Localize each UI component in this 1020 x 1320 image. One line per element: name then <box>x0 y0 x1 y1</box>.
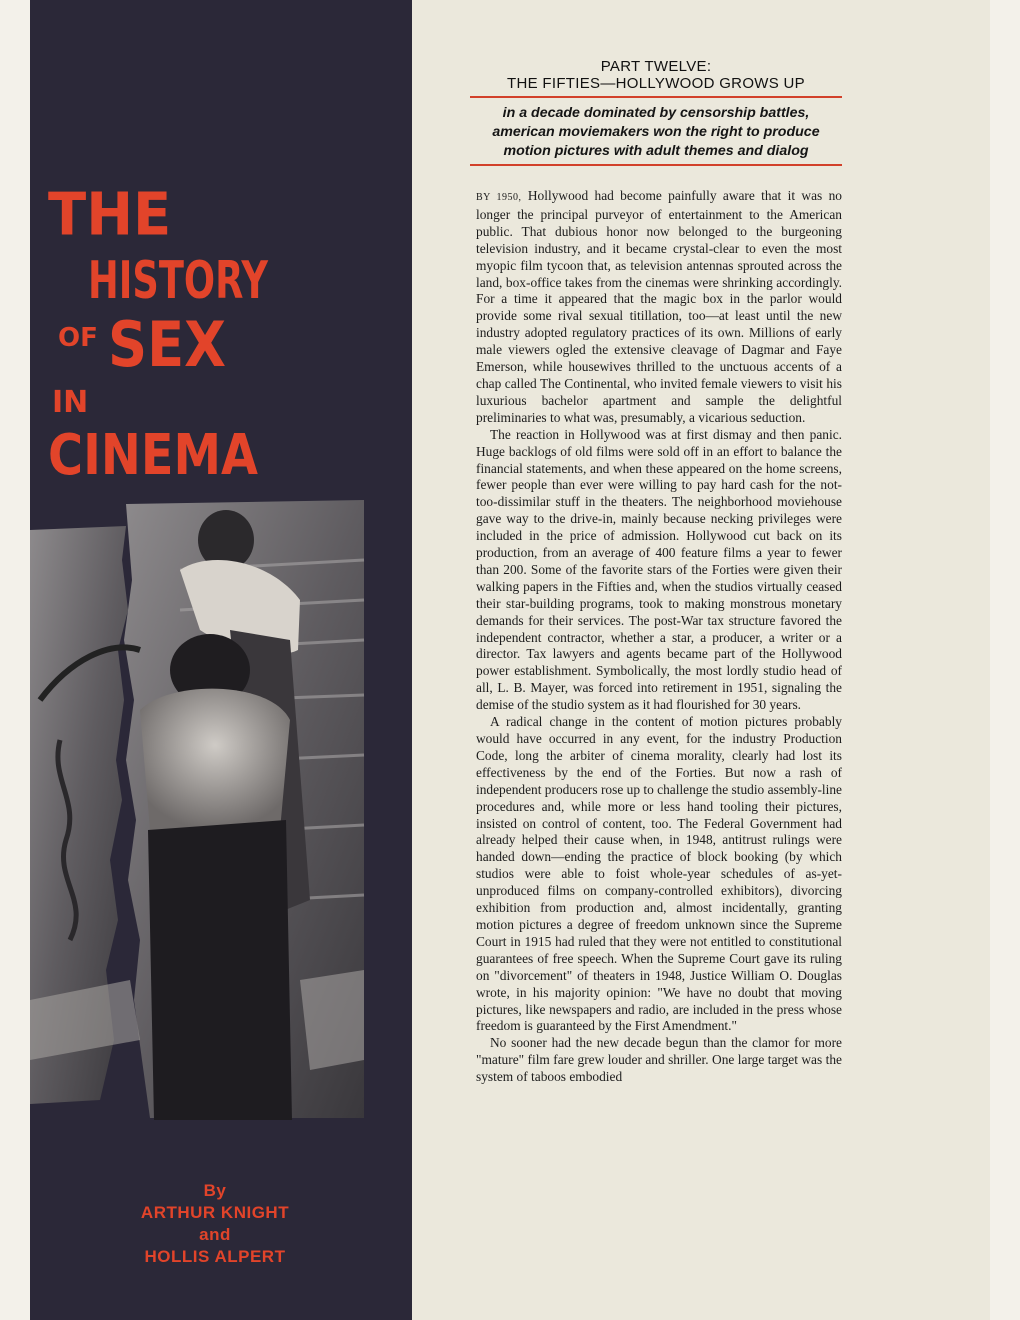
part-title: THE FIFTIES—HOLLYWOOD GROWS UP <box>507 75 805 92</box>
part-heading <box>470 58 842 92</box>
film-still-photo <box>30 500 364 1120</box>
subhead-line-3: motion pictures with adult themes and dialog <box>503 143 809 159</box>
article-paragraph: A radical change in the content of motion pictures probably would have occurred in any event, for the industry Production Code, long the arbiter of cinema morality, clearly had lost its effectiveness by the end of the Forties. But now a rash of independent producers rose up to challenge the studio assembly-line procedures and, while more or less hand tooling their pictures, insisted on control of content, too. The Federal Government had already helped their cause when, in 1948, antitrust rulings were handed down—ending the practice of block booking (by which studios were able to foist whole-year schedules of as-yet-unproduced films on company-controlled exhibitors), divorcing exhibition from production and, almost incidentally, granting motion pictures a degree of freedom unknown since the Supreme Court in 1915 had ruled that they were not entitled to constitutional guarantees of free speech. When the Supreme Court gave its ruling on "divorcement" of theaters in 1948, Justice William O. Douglas wrote, in his majority opinion: "We have no doubt that moving pictures, like newspapers and radio, are included in the press whose freedom is guaranteed by the First Amendment." <box>476 714 842 1034</box>
right-page-margin <box>990 0 1020 1320</box>
lead-in: BY 1950, <box>476 192 522 203</box>
subhead <box>470 104 842 161</box>
logo-line-sex: SEX <box>108 308 226 381</box>
header-rule-bottom <box>470 164 842 166</box>
byline-by: By <box>203 1181 227 1200</box>
part-number: PART TWELVE: <box>600 58 712 75</box>
subhead-line-1: in a decade dominated by censorship battles, <box>502 105 810 121</box>
byline <box>100 1180 330 1268</box>
logo-line-the: THE <box>48 180 172 249</box>
paragraph-1-text: Hollywood had become painfully aware that it was no longer the principal purveyor of entertainment to the American public. That dubious honor now belonged to the burgeoning television industry, and it became crystal-clear to even the most myopic film tycoon that, as television antennas sprouted across the land, box-office takes from the cinemas were shrinking accordingly. For a time it appeared that the magic box in the parlor would provide some rival sexual titillation, too—at least until the new industry adopted regulatory practices of its own. Millions of early male viewers ogled the extensive cleavage of Dagmar and Faye Emerson, while housewives thrilled to the unctuous accents of a chap called The Continental, who invited female viewers to visit his luxurious bachelor apartment and sample the delightful preliminaries to what was, presumably, a vicarious seduction. <box>476 188 842 425</box>
logo-line-cinema: CINEMA <box>48 423 259 488</box>
logo-line-of: OF <box>58 323 98 353</box>
article-paragraph <box>476 188 842 427</box>
logo-line-in: IN <box>52 385 89 420</box>
article-paragraph: The reaction in Hollywood was at first dismay and then panic. Huge backlogs of old films were sold off in an effort to balance the financial statements, and when these appeared on the home screens, fewer people than ever were willing to pay hard cash for the not-too-dissimilar stuff in the theaters. The neighborhood moviehouse gave way to the drive-in, mainly because necking privileges were included in the price of admission. Hollywood cut back on its production, from an average of 400 feature films a year to fewer than 200. Some of the favorite stars of the Forties were given their walking papers in the Fifties and, when the studios virtually ceased their star-building programs, took to making monstrous monetary demands for their services. The post-War tax structure favored the independent contractor, whether a star, a producer, a writer or a director. Tax lawyers and agents became part of the Hollywood power establishment. Symbolically, the most lordly studio head of all, L. B. Mayer, was forced into retirement in 1951, signaling the demise of the studio system as it had flourished for 30 years. <box>476 426 842 713</box>
series-title-logo <box>46 180 276 488</box>
article-paragraph: No sooner had the new decade begun than the clamor for more "mature" film fare grew louder and shriller. One large target was the system of taboos embodied <box>476 1035 842 1085</box>
byline-and: and <box>199 1225 231 1244</box>
subhead-line-2: american moviemakers won the right to produce <box>492 124 820 140</box>
byline-author-1: ARTHUR KNIGHT <box>140 1203 290 1222</box>
article-body <box>476 188 842 1086</box>
byline-author-2: HOLLIS ALPERT <box>144 1247 286 1266</box>
left-page-margin <box>0 0 30 1320</box>
logo-line-history: HISTORY <box>88 251 269 311</box>
header-rule-top <box>470 96 842 98</box>
